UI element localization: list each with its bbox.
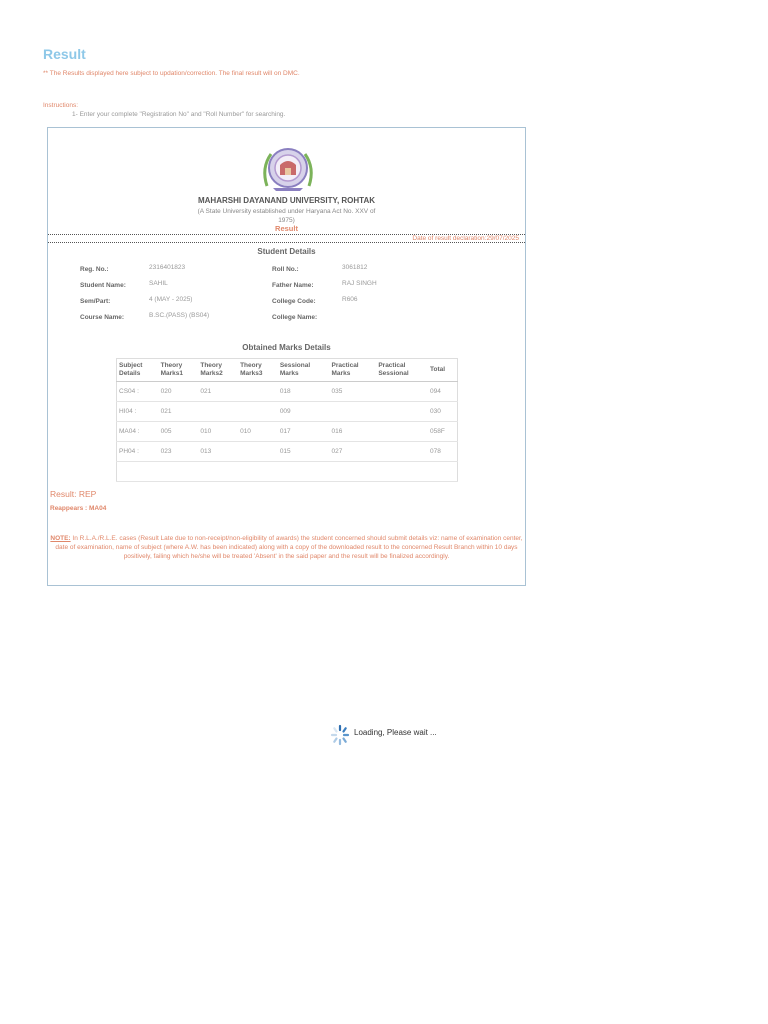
loading-text: Loading, Please wait ... — [354, 728, 437, 737]
table-row — [117, 422, 458, 442]
table-cell — [238, 442, 278, 462]
marks-table — [116, 358, 458, 482]
col-practical-marks: Practical Marks — [330, 359, 377, 382]
table-cell — [376, 402, 428, 422]
table-row — [117, 382, 458, 402]
sem-part-label: Sem/Part: — [80, 298, 111, 305]
table-cell — [376, 422, 428, 442]
table-cell: HI04 : — [117, 402, 159, 422]
col-practical-sessional: Practical Sessional — [376, 359, 428, 382]
university-subtitle-line-2: 1975) — [278, 217, 295, 224]
student-name-value: SAHIL — [149, 280, 168, 287]
instructions-heading: Instructions: — [43, 102, 79, 109]
table-cell — [330, 402, 377, 422]
table-cell — [376, 442, 428, 462]
col-theory-marks1: Theory Marks1 — [159, 359, 199, 382]
note-text — [50, 534, 523, 561]
table-cell: 027 — [330, 442, 377, 462]
course-name-label: Course Name: — [80, 314, 125, 321]
col-theory-marks3: Theory Marks3 — [238, 359, 278, 382]
table-cell: 023 — [159, 442, 199, 462]
table-cell: 013 — [198, 442, 238, 462]
result-heading: Result — [275, 224, 298, 233]
table-row-empty — [117, 462, 458, 482]
table-cell: 018 — [278, 382, 330, 402]
table-cell — [198, 402, 238, 422]
table-cell — [117, 462, 458, 482]
college-name-label: College Name: — [272, 314, 318, 321]
table-row — [117, 402, 458, 422]
father-name-label: Father Name: — [272, 282, 314, 289]
table-cell — [238, 402, 278, 422]
table-cell: 016 — [330, 422, 377, 442]
result-status: Result: REP — [50, 489, 97, 499]
university-subtitle-line-1: (A State University established under Haryana Act No. XXV of — [197, 208, 376, 215]
col-total: Total — [428, 359, 457, 382]
table-cell: 010 — [198, 422, 238, 442]
table-cell: 005 — [159, 422, 199, 442]
table-cell: 021 — [198, 382, 238, 402]
instruction-item: 1- Enter your complete "Registration No" and "Roll Number" for searching. — [72, 111, 286, 118]
university-name: MAHARSHI DAYANAND UNIVERSITY, ROHTAK — [197, 196, 376, 205]
roll-no-value: 3061812 — [342, 264, 368, 271]
disclaimer-text: ** The Results displayed here subject to updation/correction. The final result will on DMC. — [43, 70, 300, 77]
note-label: NOTE: — [50, 535, 71, 542]
university-logo — [259, 144, 317, 192]
table-cell: 017 — [278, 422, 330, 442]
table-cell: 035 — [330, 382, 377, 402]
university-subtitle — [174, 207, 399, 225]
table-cell — [238, 382, 278, 402]
table-cell: MA04 : — [117, 422, 159, 442]
table-cell — [376, 382, 428, 402]
college-code-value: R606 — [342, 296, 358, 303]
table-cell: 078 — [428, 442, 457, 462]
note-body: In R.L.A./R.L.E. cases (Result Late due to non-receipt/non-eligibility of awards) the student concerned should submit details viz: name of examination center, date of examination, name of subject (where A.W. has been indicated) along with a copy of the downloaded result to the concerned Result Branch within 10 days positively, failing which he/she will be treated 'Absent' in the said paper and the result will be finalized accordingly. — [55, 535, 523, 560]
table-cell: PH04 : — [117, 442, 159, 462]
table-header-row — [117, 359, 458, 382]
table-cell: 010 — [238, 422, 278, 442]
roll-no-label: Roll No.: — [272, 266, 299, 273]
reg-no-label: Reg. No.: — [80, 266, 109, 273]
course-name-value: B.SC.(PASS) (BS04) — [149, 312, 210, 319]
table-cell: 058F — [428, 422, 457, 442]
col-theory-marks2: Theory Marks2 — [198, 359, 238, 382]
table-cell: 015 — [278, 442, 330, 462]
dotted-divider-bottom — [48, 242, 525, 243]
sem-part-value: 4 (MAY - 2025) — [149, 296, 193, 303]
table-cell: 021 — [159, 402, 199, 422]
col-sessional-marks: Sessional Marks — [278, 359, 330, 382]
student-name-label: Student Name: — [80, 282, 126, 289]
marks-heading: Obtained Marks Details — [242, 343, 331, 352]
reappear-text: Reappears : MA04 — [50, 505, 107, 512]
col-subject-details: Subject Details — [117, 359, 159, 382]
college-code-label: College Code: — [272, 298, 316, 305]
table-cell: 030 — [428, 402, 457, 422]
table-cell: 094 — [428, 382, 457, 402]
table-cell: CS04 : — [117, 382, 159, 402]
table-cell: 020 — [159, 382, 199, 402]
father-name-value: RAJ SINGH — [342, 280, 377, 287]
table-cell: 009 — [278, 402, 330, 422]
page-title: Result — [43, 46, 86, 62]
result-frame — [47, 127, 526, 586]
table-row — [117, 442, 458, 462]
reg-no-value: 2316401823 — [149, 264, 186, 271]
declaration-date: Date of result declaration:29/07/2025 — [412, 235, 519, 242]
student-details-heading: Student Details — [257, 247, 316, 256]
spinner-icon — [330, 724, 350, 746]
